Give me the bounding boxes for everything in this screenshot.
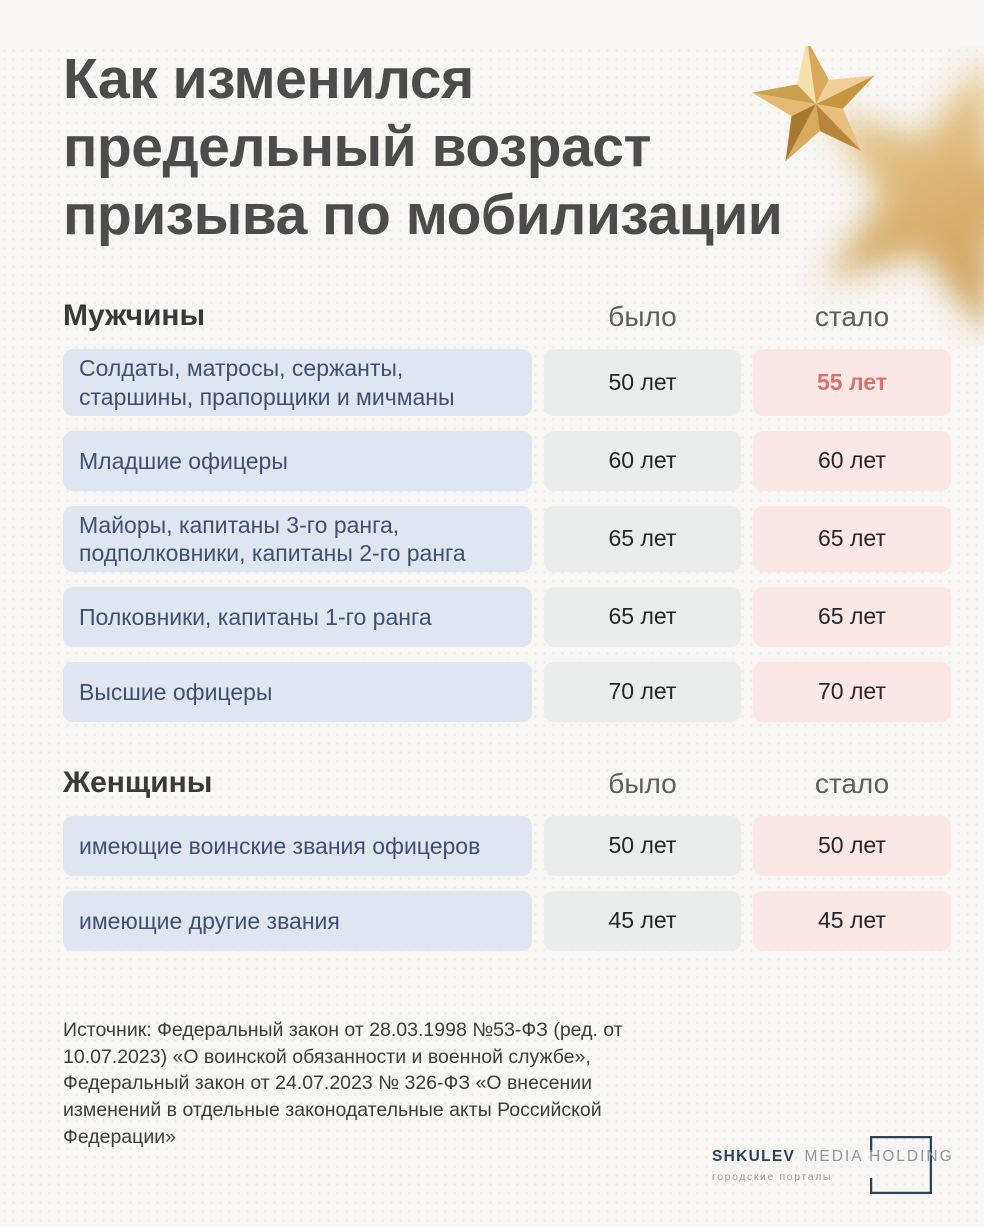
now-value-cell: 65 лет (753, 587, 951, 647)
was-value-cell: 70 лет (544, 662, 741, 722)
rank-label-cell: Высшие офицеры (63, 662, 532, 722)
title-line: призыва по мобилизации (63, 182, 783, 247)
source-note: Источник: Федеральный закон от 28.03.1998 №53-ФЗ (ред. от 10.07.2023) «О воинской обязанности и военной службе», Федеральный закон от 24.07.2023 № 326-ФЗ «О внесении изменений в отдельные законодательные акты Российской Федерации» (63, 1018, 623, 1149)
rank-label-cell: имеющие воинские звания офицеров (63, 816, 532, 876)
now-value-cell: 45 лет (753, 891, 951, 951)
was-value-cell: 65 лет (544, 506, 741, 572)
infographic-page (0, 46, 984, 1227)
table-row (63, 431, 984, 491)
title-line: предельный возраст (63, 114, 651, 179)
was-value-cell: 50 лет (544, 349, 741, 415)
logo-tagline: городские порталы (712, 1171, 833, 1183)
now-value-cell: 70 лет (753, 662, 951, 722)
column-header-now: стало (814, 767, 890, 799)
table-row (63, 816, 984, 876)
now-value-cell-highlighted: 55 лет (753, 349, 951, 415)
rank-label-cell: Солдаты, матросы, сержанты, старшины, прапорщики и мичманы (63, 349, 532, 415)
rank-label-cell: Младшие офицеры (63, 431, 532, 491)
logo-wordmark (712, 1148, 962, 1166)
was-value-cell: 45 лет (544, 891, 741, 951)
table-row (63, 587, 984, 647)
was-value-cell: 65 лет (544, 587, 741, 647)
rank-label-cell: Полковники, капитаны 1-го ранга (63, 587, 532, 647)
section-title-women: Женщины (63, 765, 213, 799)
now-value-cell: 65 лет (753, 506, 951, 572)
now-value-cell: 50 лет (753, 816, 951, 876)
column-header-now: стало (814, 301, 890, 333)
logo-brand-rest: MEDIA HOLDING (804, 1148, 954, 1165)
brand-logo (712, 1148, 962, 1183)
column-header-was: было (608, 767, 677, 799)
title-line: Как изменился (63, 47, 474, 111)
table-row (63, 349, 984, 415)
was-value-cell: 50 лет (544, 816, 741, 876)
table-row (63, 891, 984, 951)
rank-label-cell: Майоры, капитаны 3-го ранга, подполковники, капитаны 2-го ранга (63, 506, 532, 572)
logo-brand-bold: SHKULEV (712, 1148, 796, 1165)
now-value-cell: 60 лет (753, 431, 951, 491)
page-title (63, 46, 984, 249)
rank-label-cell: имеющие другие звания (63, 891, 532, 951)
was-value-cell: 60 лет (544, 431, 741, 491)
women-section-header (63, 766, 984, 800)
table-row (63, 506, 984, 572)
table-row (63, 662, 984, 722)
column-header-was: было (608, 301, 677, 333)
section-title-men: Мужчины (63, 299, 206, 333)
